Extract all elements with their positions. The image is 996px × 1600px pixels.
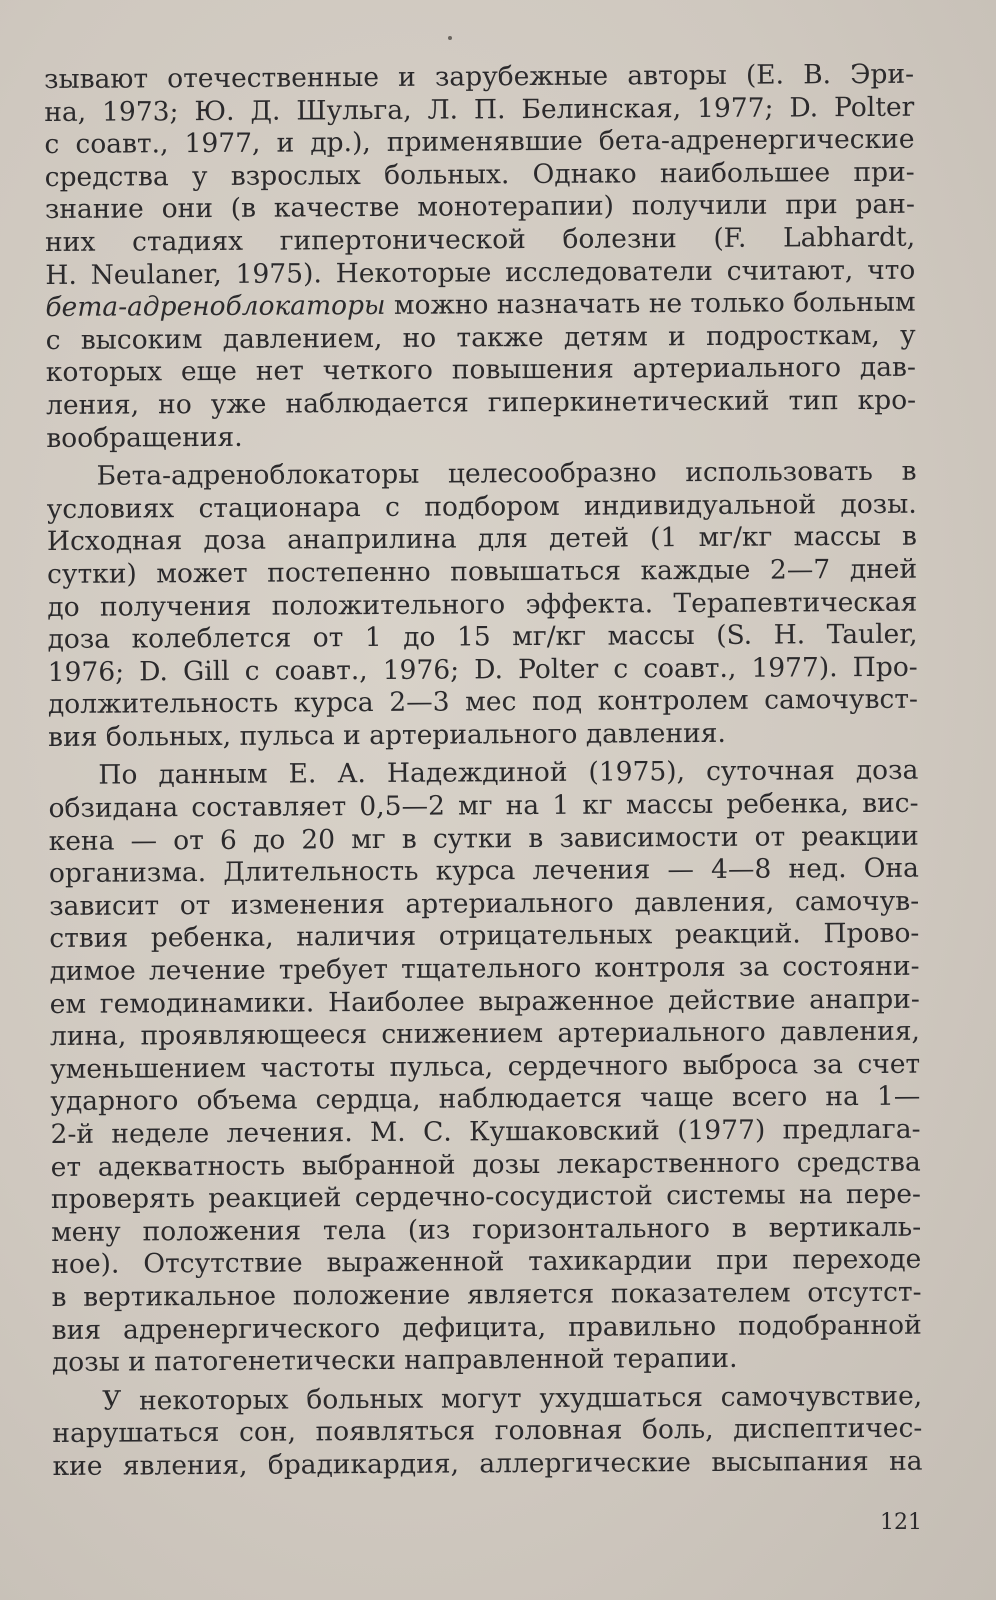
text-line: [44, 91, 914, 129]
text-line: [51, 1277, 921, 1315]
text-line: [46, 319, 916, 357]
line-text: нарушаться сон, появляться головная боль, диспептичес-: [52, 1413, 923, 1450]
print-speck: [448, 36, 452, 40]
line-text: них стадиях гипертонической болезни (F. Labhardt,: [44, 221, 916, 258]
line-text: до получения положительного эффекта. Терапевтическая: [47, 586, 918, 623]
text-line: [51, 1244, 921, 1282]
line-text: ет адекватность выбранной дозы лекарственного средства: [50, 1146, 921, 1183]
text-line: [51, 1211, 921, 1249]
line-text: ударного объема сердца, наблюдается чаще всего на 1—: [50, 1081, 921, 1118]
text-line: [52, 1309, 922, 1347]
line-text: зывают отечественные и зарубежные авторы (Е. В. Эри-: [44, 58, 915, 95]
line-text: с высоким давлением, но также детям и подросткам, у: [45, 319, 916, 356]
text-line: [52, 1380, 922, 1418]
line-text: в вертикальное положение является показателем отсутст-: [51, 1276, 922, 1313]
text-line: [47, 488, 917, 526]
text-line: [46, 417, 916, 455]
text-line: [44, 124, 914, 162]
text-line: [50, 983, 920, 1021]
line-text: ем гемодинамики. Наиболее выраженное действие анапри-: [49, 983, 920, 1020]
line-text: вообращения.: [46, 421, 243, 454]
line-text: Бета-адреноблокаторы целесообразно использовать в: [96, 455, 917, 492]
text-line: [49, 886, 919, 924]
line-text: обзидана составляет 0,5—2 мг на 1 кг массы ребенка, вис-: [48, 787, 919, 825]
line-text: 1976; D. Gill с соавт., 1976; D. Polter с соавт., 1977). Про-: [47, 651, 918, 688]
line-text: H. Neulaner, 1975). Некоторые исследователи считают, что: [45, 254, 916, 291]
text-line: [46, 352, 916, 390]
text-line: [49, 951, 919, 989]
text-line: [50, 1081, 920, 1119]
text-line: [47, 521, 917, 559]
text-line: [50, 1114, 920, 1152]
line-text: димое лечение требует тщательного контроля за состояни-: [49, 950, 920, 988]
line-text: организма. Длительность курса лечения — 4—8 нед. Она: [48, 852, 920, 890]
line-text: зависит от изменения артериального давления, самочув-: [49, 885, 920, 922]
text-line: [48, 788, 918, 826]
line-text: кие явления, брадикардия, аллергические высыпания на: [52, 1445, 923, 1482]
line-text: сутки) может постепенно повышаться каждые 2—7 дней: [47, 553, 918, 590]
text-line: [51, 1146, 921, 1184]
body-text: [44, 59, 923, 1484]
text-line: [49, 820, 919, 858]
text-line: [52, 1446, 922, 1484]
text-line: [45, 189, 915, 227]
line-text: ствия ребенка, наличия отрицательных реакций. Прово-: [49, 918, 920, 955]
italic-term: бета-адреноблокаторы: [45, 290, 386, 324]
line-text: кена — от 6 до 20 мг в сутки в зависимости от реакции: [48, 820, 919, 857]
text-line: [51, 1179, 921, 1217]
text-line: [50, 1048, 920, 1086]
line-text: должительность курса 2—3 мес под контролем самочувст-: [47, 683, 918, 721]
line-text: условиях стационара с подбором индивидуальной дозы.: [46, 488, 917, 525]
line-text: на, 1973; Ю. Д. Шульга, Л. П. Белинская, 1977; D. Polter: [44, 91, 915, 128]
line-text: ное). Отсутствие выраженной тахикардии при переходе: [51, 1244, 922, 1281]
line-text: доза колеблется от 1 до 15 мг/кг массы (S. H. Tauler,: [47, 618, 918, 656]
text-line: [48, 651, 918, 689]
line-text: вия больных, пульса и артериального давления.: [48, 717, 726, 753]
line-text: можно назначать не только больным: [385, 286, 916, 322]
text-line: [45, 254, 915, 292]
line-text: знание они (в качестве монотерапии) получили при ран-: [44, 189, 915, 226]
line-text: дозы и патогенетически направленной терапии.: [51, 1342, 738, 1379]
line-text: вия адренергического дефицита, правильно подобранной: [51, 1309, 922, 1346]
text-line: [52, 1413, 922, 1451]
page-number: 121: [880, 1510, 922, 1535]
text-line: [45, 222, 915, 260]
text-line: [48, 684, 918, 722]
line-text: лина, проявляющееся снижением артериального давления,: [49, 1015, 921, 1053]
line-text: мену положения тела (из горизонтального в вертикаль-: [51, 1211, 922, 1248]
text-line: [47, 554, 917, 592]
text-line: [45, 287, 915, 325]
text-line: [52, 1342, 922, 1380]
line-text: уменьшением частоты пульса, сердечного выброса за счет: [50, 1048, 921, 1085]
line-text: с соавт., 1977, и др.), применявшие бета-адренергические: [44, 123, 915, 161]
text-line: [50, 1016, 920, 1054]
line-text: которых еще нет четкого повышения артериального дав-: [45, 352, 916, 389]
text-line: [47, 619, 917, 657]
text-line: [47, 586, 917, 624]
line-text: ления, но уже наблюдается гиперкинетический тип кро-: [45, 384, 917, 421]
text-line: [44, 59, 914, 97]
text-line: [46, 385, 916, 423]
line-text: средства у взрослых больных. Однако наибольшее при-: [44, 156, 915, 193]
line-text: проверять реакцией сердечно-сосудистой системы на пере-: [50, 1178, 922, 1216]
text-line: [49, 918, 919, 956]
line-text: Исходная доза анаприлина для детей (1 мг/кг массы в: [46, 520, 917, 558]
text-line: [48, 755, 918, 793]
text-line: [48, 717, 918, 755]
text-line: [49, 853, 919, 891]
line-text: У некоторых больных могут ухудшаться самочувствие,: [102, 1380, 923, 1417]
text-line: [45, 156, 915, 194]
text-line: [46, 456, 916, 494]
line-text: По данным Е. А. Надеждиной (1975), суточная доза: [98, 755, 919, 792]
line-text: 2-й неделе лечения. М. С. Кушаковский (1977) предлага-: [50, 1113, 921, 1150]
